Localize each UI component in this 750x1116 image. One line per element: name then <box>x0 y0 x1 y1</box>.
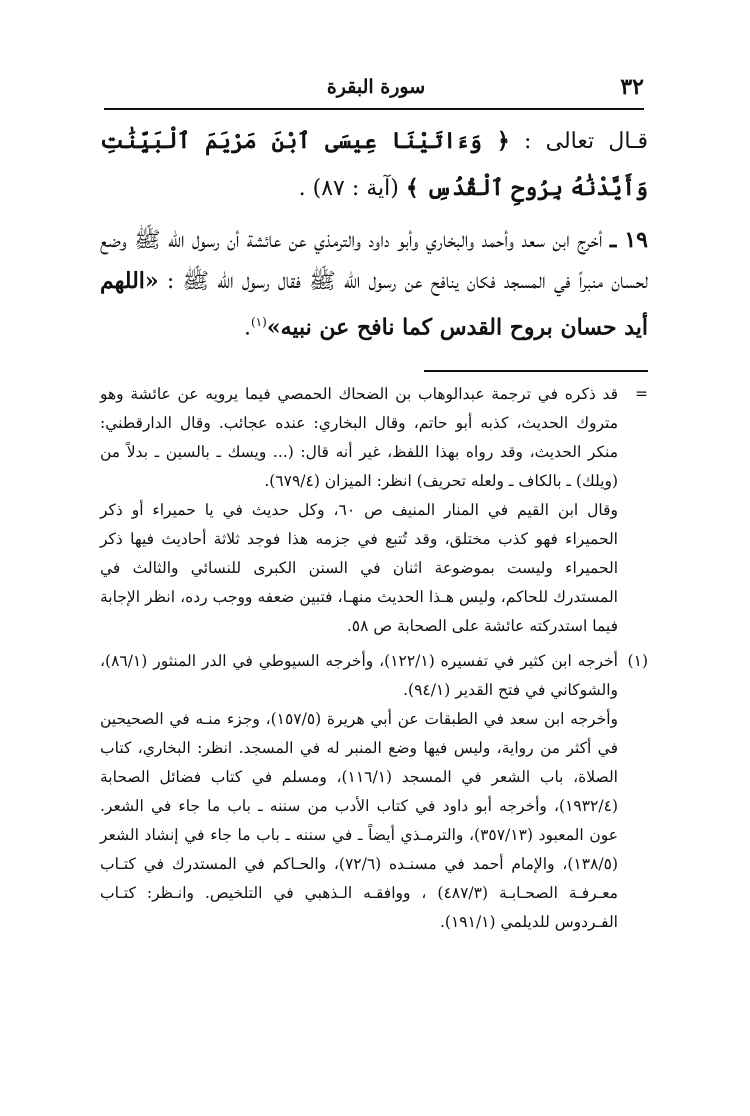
footnotes <box>100 380 648 937</box>
verse-ref: (آية : ٨٧) . <box>298 176 399 201</box>
footnote-paragraph: وقال ابن القيم في المنار المنيف ص ٦٠، وكل حديث في يا حميراء أو ذكر الحميراء فهو كذب مختلق، وقد تُتبع في جزمه هذا فوجد ثلاثة أحاديث فيها ذكر الحميراء وليست بموضوعة اثنان في السنن الكبرى للنسائي والثالث في المستدرك للحاكم، وليس هـذا الحديث منهـا، فتبين ضعفه ووجب رده، انظر الإجابة فيما استدركته عائشة على الصحابة ص ٥٨. <box>100 501 619 635</box>
hadith-end: . <box>243 315 251 341</box>
footnote-paragraph: أخرجه ابن كثير في تفسيره (١٢٢/١)، وأخرجه السيوطي في الدر المنثور (٨٦/١)، والشوكاني في فتح القدير (٩٤/١). <box>100 652 618 699</box>
surah-title: سورة البقرة <box>326 76 426 98</box>
page-number: ٣٢ <box>620 74 644 100</box>
footnote-1 <box>100 647 648 937</box>
verse-lead: قـال تعالى : <box>523 129 648 154</box>
footnote-continued <box>100 380 648 641</box>
hadith-quote: «اللهم أيد حسان بروح القدس كما نافح عن نبيه» <box>100 268 648 341</box>
hadith-text: أخرج ابن سعد وأحمد والبخاري وأبو داود والترمذي عن عائشة أن رسول الله ﷺ وضع لحسان منبراً في المسجد فكان ينافح عن رسول الله ﷺ فقال رسول الله ﷺ : <box>100 228 648 294</box>
hadith-number: ١٩ ـ <box>609 227 648 253</box>
footnote-paragraph: قد ذكره في ترجمة عبدالوهاب بن الضحاك الحمصي فيما يرويه عن عائشة وهو متروك الحديث، كذبه أبو حاتم، وقال البخاري: عنده عجائب. وقال الدارقطني: منكر الحديث، وقد رواه بهذا اللفظ، غير أنه قال: (... ويسك ـ بالسين ـ بدلاً من (ويلك) ـ بالكاف ـ ولعله تحريف) انظر: الميزان (٦٧٩/٤). <box>100 385 618 490</box>
header-divider <box>104 108 644 110</box>
verse-paragraph <box>100 118 648 212</box>
footnote-divider <box>424 370 648 372</box>
footnote-marker: (١) <box>627 652 648 670</box>
hadith-paragraph <box>100 220 648 348</box>
footnote-ref: (١) <box>250 315 267 329</box>
verse-text: ﴿ وَءَاتَيْنَا عِيسَى ٱبْنَ مَرْيَمَ ٱلْبَيِّنَٰتِ وَأَيَّدْنَٰهُ بِرُوحِ ٱلْقُدُسِ ﴾ <box>100 128 648 201</box>
footnote-marker: = <box>635 385 648 403</box>
main-text <box>100 118 648 348</box>
page-header <box>108 70 644 104</box>
footnote-paragraph: وأخرجه ابن سعد في الطبقات عن أبي هريرة (١٥٧/٥)، وجزء منـه في الصحيحين في أكثر من رواية، وليس فيها وضع المنبر له في المسجد. انظر: البخاري، كتاب الصلاة، باب الشعر في المسجد (١١٦/١)، ومسلم في كتاب فضائل الصحابة (١٩٣٢/٤)، وأخرجه أبو داود في كتاب الأدب من سننه ـ باب ما جاء في الشعر. عون المعبود (٣٥٧/١٣)، والترمـذي أيضاً ـ في سننه ـ باب ما جاء في إنشاد الشعر (١٣٨/٥)، والإمام أحمد في مسنـده (٧٢/٦)، والحـاكم في المستدرك في كتـاب معـرفـة الصحـابـة (٤٨٧/٣) ، ووافقـه الـذهبي في التلخيص. وانـظر: كتـاب الفـردوس للديلمي (١٩١/١). <box>100 710 619 931</box>
